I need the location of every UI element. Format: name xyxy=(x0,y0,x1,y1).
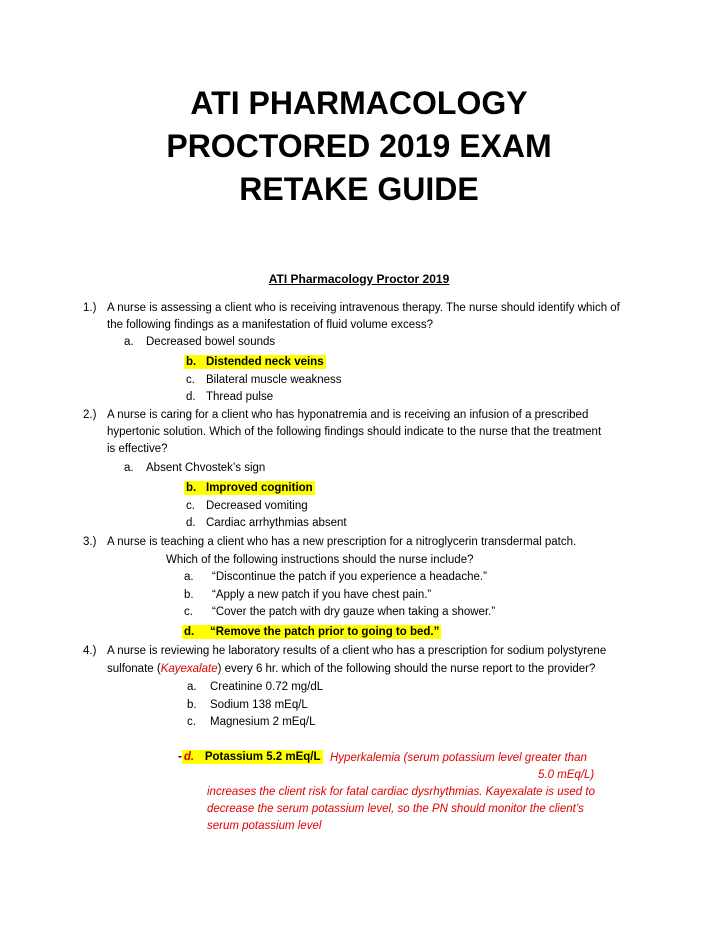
q4-rationale-line-2: 5.0 mEq/L) xyxy=(538,769,595,781)
q2-number: 2.) xyxy=(83,409,97,421)
q4-rationale-line-1: Hyperkalemia (serum potassium level greater than xyxy=(330,752,587,764)
document-title xyxy=(0,82,718,211)
q3-option-d-correct: d. “Remove the patch prior to going to bed.” xyxy=(184,626,440,638)
q4-option-a: a. Creatinine 0.72 mg/dL xyxy=(187,681,324,693)
q2-stem-line-3: is effective? xyxy=(107,443,168,455)
q4-option-d-correct: - d. Potassium 5.2 mEq/L xyxy=(178,751,321,763)
title-line-3: RETAKE GUIDE xyxy=(239,171,479,207)
q2-option-b-correct: b. Improved cognition xyxy=(186,482,313,494)
q1-stem-line-2: the following findings as a manifestation of fluid volume excess? xyxy=(107,319,434,331)
q4-option-c: c. Magnesium 2 mEq/L xyxy=(187,716,316,728)
q4-rationale-line-4: decrease the serum potassium level, so the PN should monitor the client’s xyxy=(207,803,584,815)
q4-option-b: b. Sodium 138 mEq/L xyxy=(187,699,308,711)
q4-rationale-line-3: increases the client risk for fatal cardiac dysrhythmias. Kayexalate is used to xyxy=(207,786,595,798)
q2-stem-line-2: hypertonic solution. Which of the following findings should indicate to the nurse that the treatment xyxy=(107,426,602,438)
q1-option-c: c. Bilateral muscle weakness xyxy=(186,374,342,386)
title-line-1: ATI PHARMACOLOGY xyxy=(190,85,528,121)
q3-option-a: a. “Discontinue the patch if you experience a headache.” xyxy=(184,571,487,583)
q1-number: 1.) xyxy=(83,302,97,314)
q3-option-b: b. “Apply a new patch if you have chest pain.” xyxy=(184,589,432,601)
q2-option-c: c. Decreased vomiting xyxy=(186,500,308,512)
title-line-2: PROCTORED 2019 EXAM xyxy=(166,128,552,164)
q1-option-a: a. Decreased bowel sounds xyxy=(124,336,276,348)
q4-stem-line-1: A nurse is reviewing he laboratory results of a client who has a prescription for sodium polystyrene xyxy=(107,645,607,657)
q1-option-d: d. Thread pulse xyxy=(186,391,274,403)
q3-number: 3.) xyxy=(83,536,97,548)
q2-option-a: a. Absent Chvostek’s sign xyxy=(124,462,266,474)
q4-rationale-line-5: serum potassium level xyxy=(207,820,322,832)
q3-stem-line-1: A nurse is teaching a client who has a new prescription for a nitroglycerin transdermal patch. xyxy=(107,536,577,548)
q2-option-d: d. Cardiac arrhythmias absent xyxy=(186,517,347,529)
q4-number: 4.) xyxy=(83,645,97,657)
q3-stem-line-2: Which of the following instructions should the nurse include? xyxy=(166,554,474,566)
q1-stem-line-1: A nurse is assessing a client who is receiving intravenous therapy. The nurse should identify which of xyxy=(107,302,620,314)
drug-name-kayexalate: Kayexalate xyxy=(160,663,218,675)
q1-option-b-correct: b. Distended neck veins xyxy=(186,356,324,368)
q4-stem-line-2: sulfonate (Kayexalate) every 6 hr. which of the following should the nurse report to the provider? xyxy=(107,663,596,675)
q2-stem-line-1: A nurse is caring for a client who has hyponatremia and is receiving an infusion of a prescribed xyxy=(107,409,589,421)
section-heading: ATI Pharmacology Proctor 2019 xyxy=(268,272,450,286)
q3-option-c: c. “Cover the patch with dry gauze when taking a shower.” xyxy=(184,606,496,618)
